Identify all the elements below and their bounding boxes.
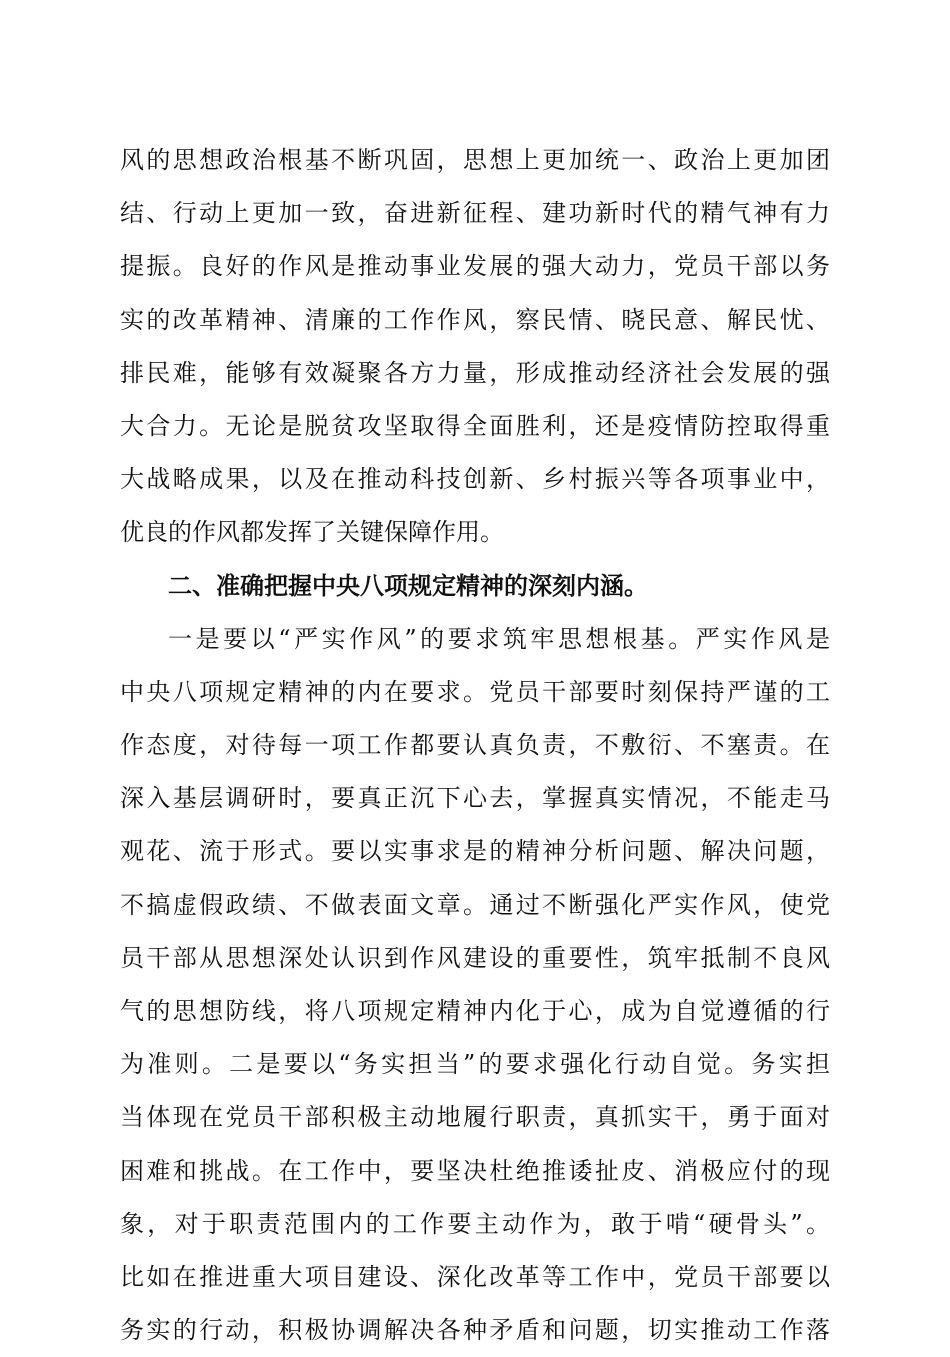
paragraph-line: 当体现在党员干部积极主动地履行职责，真抓实干，勇于面对 [120,1103,830,1132]
paragraph-line: 务实的行动，积极协调解决各种矛盾和问题，切实推动工作落 [120,1316,830,1345]
section-heading: 二、准确把握中央八项规定精神的深刻内涵。 [168,571,648,600]
paragraph-line: 气的思想防线，将八项规定精神内化于心，成为自觉遵循的行 [120,997,830,1025]
paragraph-line: 深入基层调研时，要真正沉下心去，掌握真实情况，不能走马 [120,784,830,813]
paragraph-line: 结、行动上更加一致，奋进新征程、建功新时代的精气神有力 [120,199,830,228]
paragraph-line: 观花、流于形式。要以实事求是的精神分析问题、解决问题， [120,837,830,866]
paragraph-line: 一是要以“严实作风”的要求筑牢思想根基。严实作风是 [168,624,830,653]
paragraph-line: 实的改革精神、清廉的工作作风，察民情、晓民意、解民忧、 [120,305,830,334]
paragraph-line: 员干部从思想深处认识到作风建设的重要性，筑牢抵制不良风 [120,943,830,972]
paragraph-line: 比如在推进重大项目建设、深化改革等工作中，党员干部要以 [120,1262,830,1291]
paragraph-line: 优良的作风都发挥了关键保障作用。 [120,518,504,547]
paragraph-line: 象，对于职责范围内的工作要主动作为，敢于啃“硬骨头”。 [120,1209,830,1238]
paragraph-line: 大战略成果，以及在推动科技创新、乡村振兴等各项事业中， [120,465,830,494]
document-body [120,134,830,1357]
paragraph-line: 提振。良好的作风是推动事业发展的强大动力，党员干部以务 [120,252,830,281]
paragraph-line: 不搞虚假政绩、不做表面文章。通过不断强化严实作风，使党 [120,890,830,919]
paragraph-line: 大合力。无论是脱贫攻坚取得全面胜利，还是疫情防控取得重 [120,411,830,440]
paragraph-line: 作态度，对待每一项工作都要认真负责，不敷衍、不塞责。在 [120,731,830,760]
paragraph-line: 中央八项规定精神的内在要求。党员干部要时刻保持严谨的工 [120,677,830,706]
paragraph-line: 排民难，能够有效凝聚各方力量，形成推动经济社会发展的强 [120,358,830,387]
paragraph-line: 风的思想政治根基不断巩固，思想上更加统一、政治上更加团 [120,146,830,174]
paragraph-line: 为准则。二是要以“务实担当”的要求强化行动自觉。务实担 [120,1050,830,1079]
paragraph-line: 困难和挑战。在工作中，要坚决杜绝推诿扯皮、消极应付的现 [120,1156,830,1185]
